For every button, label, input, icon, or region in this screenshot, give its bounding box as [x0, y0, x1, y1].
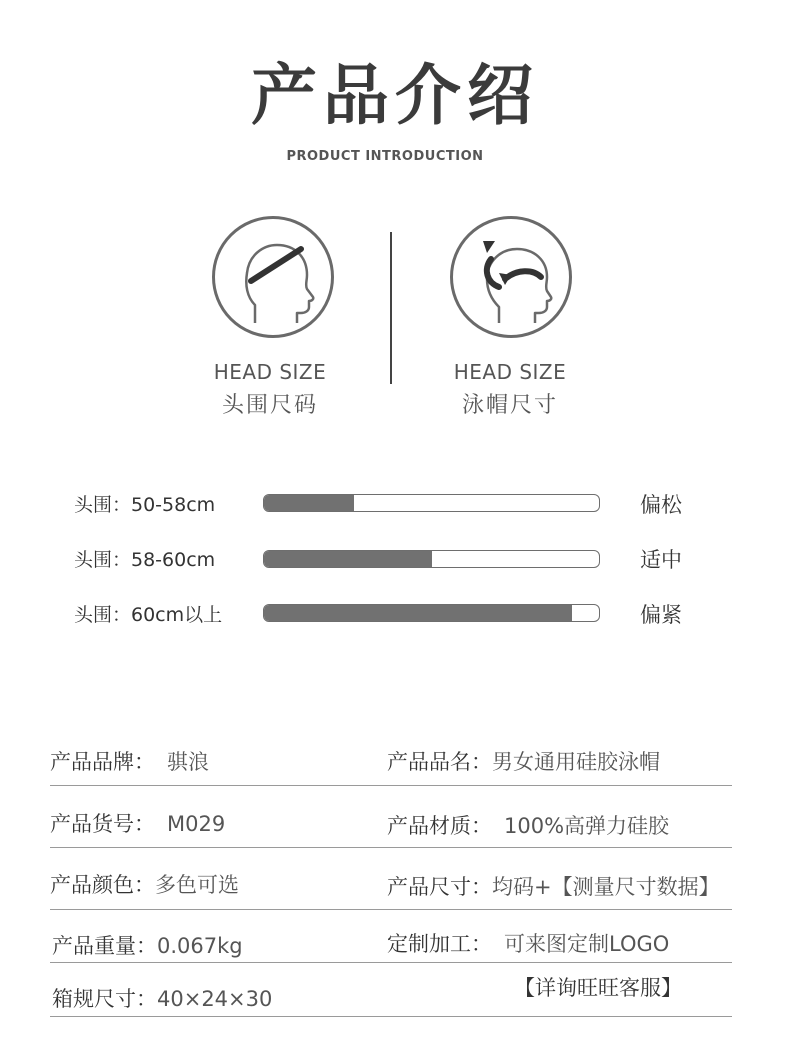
- spec-custom-note: 【详询旺旺客服】: [514, 976, 682, 1000]
- size-bar: [263, 604, 600, 622]
- spec-label: 产品材质：: [387, 814, 492, 838]
- spec-label: 产品颜色：: [50, 873, 155, 897]
- spec-value: 0.067kg: [157, 934, 243, 958]
- spec-value: 男女通用硅胶泳帽: [492, 750, 660, 774]
- spec-label: 产品重量：: [52, 934, 157, 958]
- size-bar: [263, 494, 600, 512]
- spec-color: [50, 869, 239, 899]
- spec-value: 100%高弹力硅胶: [504, 814, 670, 838]
- head-circumference-icon: [212, 216, 334, 338]
- spec-size: [387, 871, 720, 901]
- spec-label: 箱规尺寸：: [52, 987, 157, 1011]
- page-title: 产品介绍: [251, 57, 539, 134]
- separator: [50, 962, 732, 963]
- spec-name: [387, 746, 660, 776]
- separator: [50, 1016, 732, 1017]
- icon-label-cn: 头围尺码: [221, 393, 318, 418]
- spec-brand: [50, 746, 209, 776]
- size-row-fit: 偏松: [640, 493, 682, 517]
- cap-size-icon: [450, 216, 572, 338]
- spec-material: [387, 810, 669, 840]
- spec-custom: [387, 928, 669, 958]
- divider: [390, 232, 392, 384]
- spec-sku: [50, 808, 225, 838]
- size-row-label: 头围：60cm以上: [74, 604, 223, 626]
- spec-value: 多色可选: [155, 873, 239, 897]
- spec-label: 定制加工：: [387, 932, 492, 956]
- size-bar-fill: [264, 495, 354, 511]
- spec-label: 产品品牌：: [50, 750, 155, 774]
- spec-label: 产品尺寸：: [387, 875, 492, 899]
- icon-label-en: HEAD SIZE: [213, 360, 327, 384]
- size-row-fit: 偏紧: [640, 603, 682, 627]
- icon-label-cn: 泳帽尺寸: [461, 393, 558, 418]
- spec-value: 骐浪: [167, 750, 209, 774]
- spec-value: 均码+【测量尺寸数据】: [492, 875, 720, 899]
- spec-label: 产品品名：: [387, 750, 492, 774]
- icon-label-en: HEAD SIZE: [453, 360, 567, 384]
- spec-value: 40×24×30: [157, 987, 273, 1011]
- spec-label: 产品货号：: [50, 812, 155, 836]
- separator: [50, 909, 732, 910]
- spec-value: 可来图定制LOGO: [504, 932, 670, 956]
- size-row-label: 头围：58-60cm: [74, 549, 216, 571]
- size-row-fit: 适中: [640, 548, 682, 572]
- spec-value: M029: [167, 812, 226, 836]
- separator: [50, 847, 732, 848]
- size-bar-fill: [264, 605, 572, 621]
- size-bar-fill: [264, 551, 432, 567]
- size-row-label: 头围：50-58cm: [74, 494, 216, 516]
- spec-box: [52, 983, 272, 1013]
- page-subtitle: PRODUCT INTRODUCTION: [286, 149, 484, 164]
- size-bar: [263, 550, 600, 568]
- spec-weight: [52, 930, 243, 960]
- separator: [50, 785, 732, 786]
